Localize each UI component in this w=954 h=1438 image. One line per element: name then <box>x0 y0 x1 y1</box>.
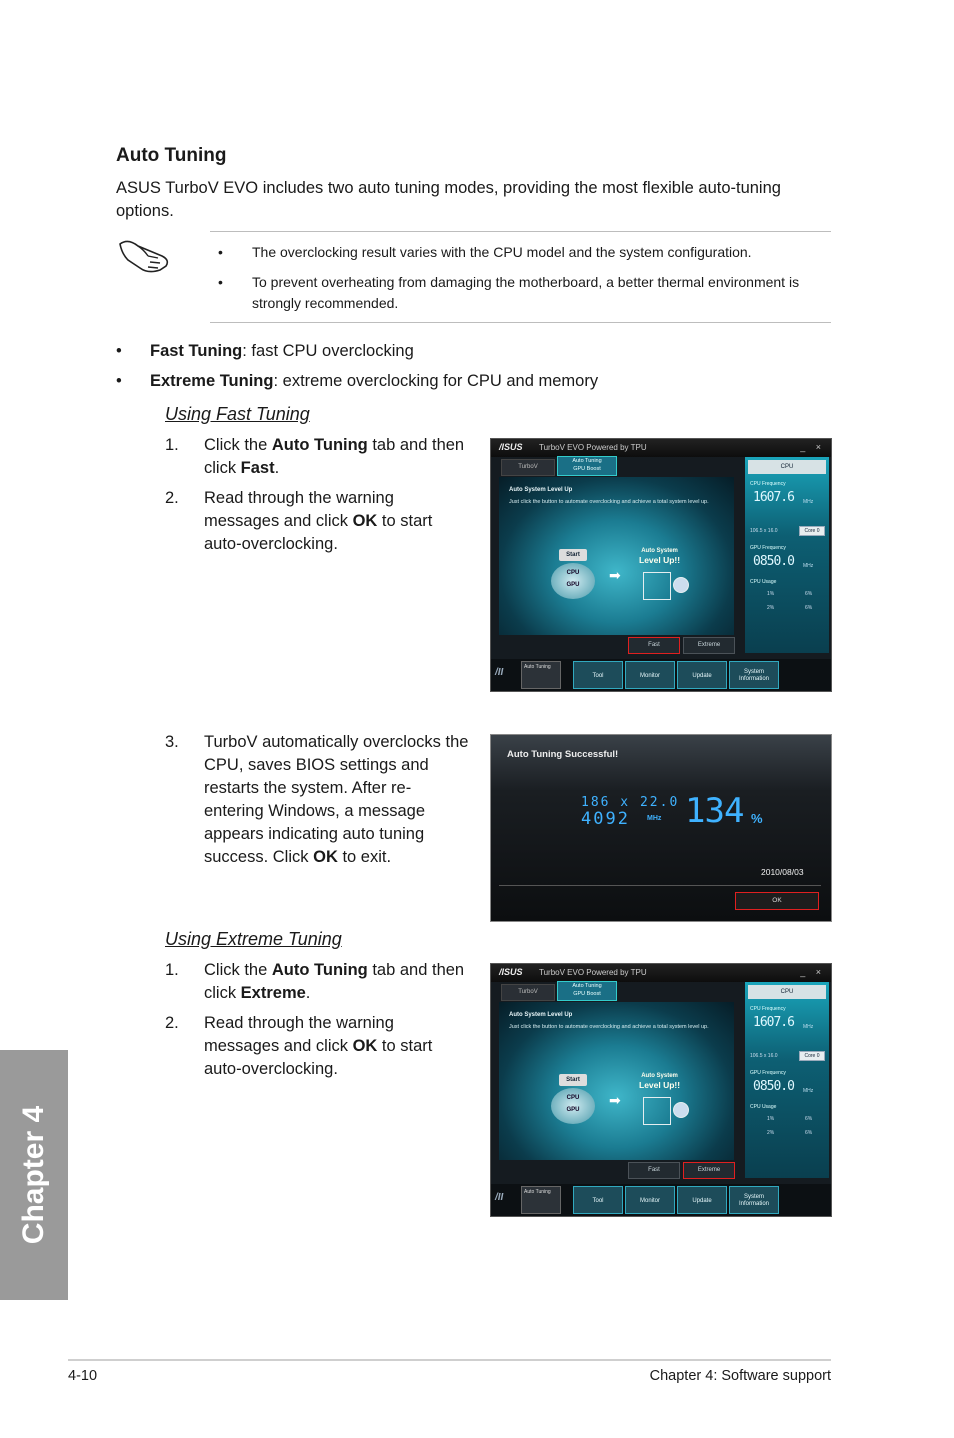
ok-badge-icon <box>673 1102 689 1118</box>
window-controls[interactable]: _ × <box>800 442 825 452</box>
fast-step-3: 3. TurboV automatically overclocks the CPU, saves BIOS settings and restarts the system. After re-entering Windows, a message appears indicating auto tuning success. Click OK to exit. <box>165 733 469 866</box>
fast-button[interactable]: Fast <box>628 1162 680 1179</box>
extreme-button[interactable]: Extreme <box>683 1162 735 1179</box>
fast-tuning-heading: Using Fast Tuning <box>165 404 310 424</box>
success-frequency: 4092 <box>581 809 630 829</box>
tab-turbov[interactable]: TurboV <box>501 984 555 1001</box>
extreme-step-2: 2. Read through the warning messages and click OK to start auto-overclocking. <box>165 1014 433 1078</box>
tab-auto-tuning[interactable]: Auto Tuning GPU Boost <box>557 456 617 476</box>
start-button[interactable]: Start <box>559 549 587 561</box>
dock-auto-tuning[interactable]: Auto Tuning <box>521 1186 561 1214</box>
window-controls[interactable]: _ × <box>800 967 825 977</box>
note-hand-icon <box>118 234 172 281</box>
cpu-gpu-chip-icon: CPU GPU <box>551 1088 595 1124</box>
level-up-label: Auto System Level Up!! <box>639 1073 681 1090</box>
start-button[interactable]: Start <box>559 1074 587 1086</box>
success-ratio: 186 x 22.0 <box>581 795 680 810</box>
intro-paragraph: ASUS TurboV EVO includes two auto tuning modes, providing the most flexible auto-tuning options. <box>116 179 781 220</box>
computer-icon <box>643 572 671 600</box>
dock-tool[interactable]: Tool <box>573 1186 623 1214</box>
app-powered: Powered by TPU <box>586 968 647 977</box>
mode-extreme-bullet: • Extreme Tuning: extreme overclocking for CPU and memory <box>116 372 599 390</box>
cpu-frequency-value: 1607.6 <box>753 490 794 505</box>
note-divider-bottom <box>210 322 831 323</box>
dock-update[interactable]: Update <box>677 1186 727 1214</box>
dock-monitor[interactable]: Monitor <box>625 1186 675 1214</box>
ok-badge-icon <box>673 577 689 593</box>
dock-auto-tuning[interactable]: Auto Tuning <box>521 661 561 689</box>
chapter-side-tab-label: Chapter 4 <box>17 1105 50 1245</box>
app-titlebar <box>491 439 831 457</box>
dock-monitor[interactable]: Monitor <box>625 661 675 689</box>
page-number: 4-10 <box>68 1368 98 1384</box>
extreme-button[interactable]: Extreme <box>683 637 735 654</box>
app-title: TurboV EVO <box>539 443 585 452</box>
dock-system-information[interactable]: System Information <box>729 661 779 689</box>
ok-button[interactable]: OK <box>735 892 819 910</box>
arrow-right-icon: ➡ <box>609 567 621 583</box>
computer-icon <box>643 1097 671 1125</box>
core-select[interactable]: Core 0 <box>799 526 825 536</box>
note-divider-top <box>210 231 831 232</box>
success-date: 2010/08/03 <box>761 867 804 877</box>
note-item: • To prevent overheating from damaging the motherboard, a better thermal environment is strongly recommended. <box>218 274 800 311</box>
extreme-step-1: 1. Click the Auto Tuning tab and then click Extreme. <box>165 961 465 1002</box>
turbov-screenshot-fast <box>490 438 832 692</box>
core-select[interactable]: Core 0 <box>799 1051 825 1061</box>
gpu-frequency-value: 0850.0 <box>753 1079 794 1094</box>
auto-level-up-panel: Auto System Level Up Just click the button to automate overclocking and achieve a total system level up. Start CPU GPU ➡ Auto System Level Up!! <box>499 1002 734 1160</box>
extreme-tuning-heading: Using Extreme Tuning <box>165 929 342 949</box>
cpu-monitor-panel: CPU CPU Frequency 1607.6 MHz 106.5 x 16.0 Core 0 GPU Frequency 0850.0 MHz CPU Usage 1% 6% 2% 6% <box>745 982 829 1178</box>
tab-turbov[interactable]: TurboV <box>501 459 555 476</box>
cpu-tab[interactable]: CPU <box>748 460 826 474</box>
asus-logo: /ISUS <box>499 442 523 452</box>
app-powered: Powered by TPU <box>586 443 647 452</box>
fast-button[interactable]: Fast <box>628 637 680 654</box>
fast-step-2: 2. Read through the warning messages and click OK to start auto-overclocking. <box>165 489 433 553</box>
mode-fast-bullet: • Fast Tuning: fast CPU overclocking <box>116 342 414 360</box>
app-dock: /II Auto Tuning Tool Monitor Update System Information <box>491 1184 831 1216</box>
success-percent: 134 <box>685 791 744 831</box>
success-title: Auto Tuning Successful! <box>507 749 619 760</box>
auto-level-up-panel: Auto System Level Up Just click the button to automate overclocking and achieve a total system level up. Start CPU GPU ➡ Auto System Level Up!! <box>499 477 734 635</box>
cpu-tab[interactable]: CPU <box>748 985 826 999</box>
tab-auto-tuning[interactable]: Auto Tuning GPU Boost <box>557 981 617 1001</box>
dock-tool[interactable]: Tool <box>573 661 623 689</box>
cpu-frequency-value: 1607.6 <box>753 1015 794 1030</box>
section-title: Auto Tuning <box>116 145 227 166</box>
app-titlebar <box>491 964 831 982</box>
footer-chapter-title: Chapter 4: Software support <box>649 1368 831 1384</box>
auto-tuning-success-dialog: Auto Tuning Successful! 186 x 22.0 4092 MHz 134 % 2010/08/03 OK <box>490 734 832 922</box>
level-up-label: Auto System Level Up!! <box>639 548 681 565</box>
turbov-screenshot-extreme <box>490 963 832 1217</box>
note-item: • The overclocking result varies with the CPU model and the system configuration. <box>218 244 752 260</box>
cpu-gpu-chip-icon: CPU GPU <box>551 563 595 599</box>
app-dock: /II Auto Tuning Tool Monitor Update System Information <box>491 659 831 691</box>
dock-update[interactable]: Update <box>677 661 727 689</box>
arrow-right-icon: ➡ <box>609 1092 621 1108</box>
asus-logo: /ISUS <box>499 967 523 977</box>
fast-step-1: 1. Click the Auto Tuning tab and then click Fast. <box>165 436 465 477</box>
app-title: TurboV EVO <box>539 968 585 977</box>
gpu-frequency-value: 0850.0 <box>753 554 794 569</box>
dock-system-information[interactable]: System Information <box>729 1186 779 1214</box>
cpu-monitor-panel: CPU CPU Frequency 1607.6 MHz 106.5 x 16.0 Core 0 GPU Frequency 0850.0 MHz CPU Usage 1% 6% 2% 6% <box>745 457 829 653</box>
footer-divider <box>68 1359 831 1361</box>
